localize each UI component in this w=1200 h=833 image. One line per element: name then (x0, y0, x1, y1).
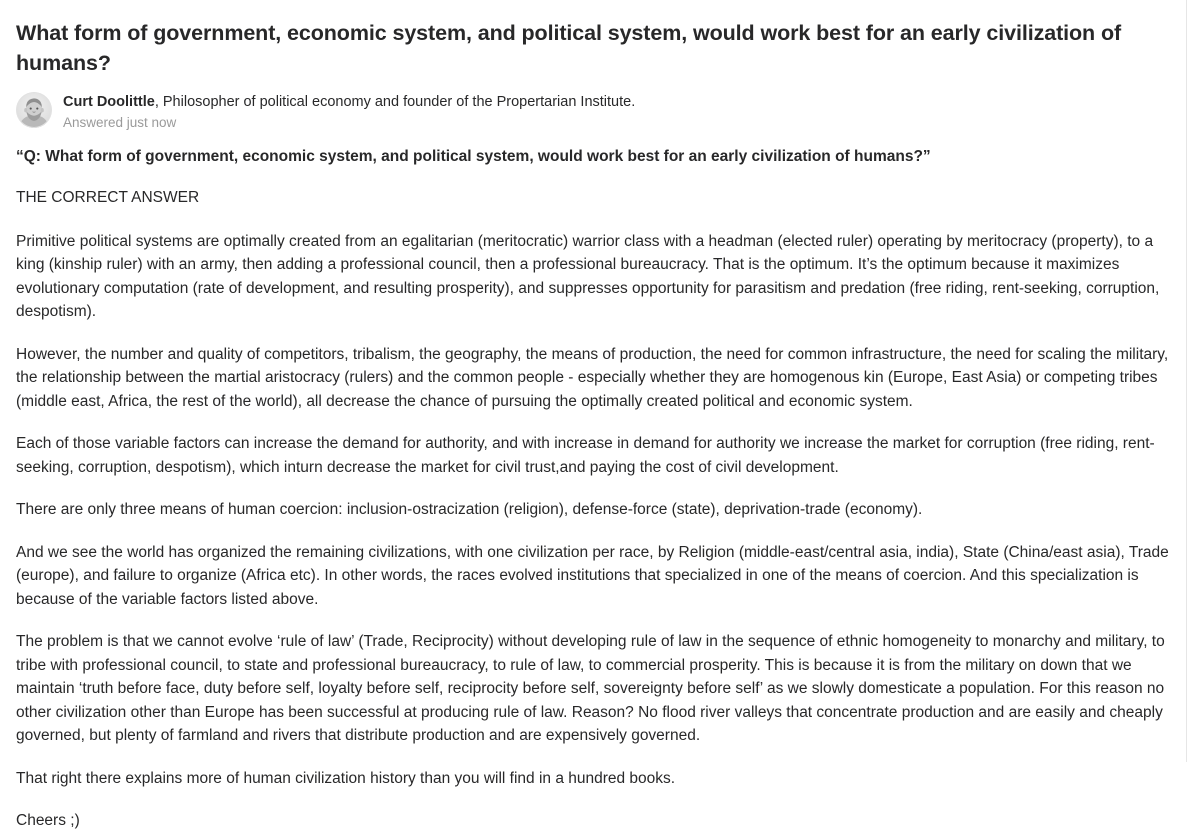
author-credential: , Philosopher of political economy and founder of the Propertarian Institute. (154, 94, 636, 110)
answer-paragraph: However, the number and quality of competitors, tribalism, the geography, the means of production, the need for common infrastructure, the need for scaling the military, the relationship between the martial aristocracy (rulers) and the common people - especially whether they are homogenous kin (Europe, East Asia) or competing tribes (middle east, Africa, the rest of the world), all decrease the chance of pursuing the optimally created political and economic system. (16, 345, 1169, 410)
right-divider (1186, 0, 1187, 762)
answer-paragraph: Primitive political systems are optimally created from an egalitarian (meritocratic) warrior class with a headman (elected ruler) operating by meritocracy (property), to a king (kinship ruler) with an army, then adding a professional council, then a professional bureaucracy. That is the optimum. It’s the optimum because it maximizes evolutionary computation (rate of development, and resulting prosperity), and suppresses opportunity for parasitism and predation (free riding, rent-seeking, corruption, despotism). (16, 232, 1160, 320)
author-name[interactable]: Curt Doolittle (63, 94, 155, 110)
answer-paragraph: There are only three means of human coercion: inclusion-ostracization (religion), defense-force (state), deprivation-trade (economy). (16, 501, 923, 518)
answer-kicker: THE CORRECT ANSWER (16, 189, 200, 206)
avatar[interactable] (16, 92, 52, 128)
user-portrait-avatar-icon (16, 92, 52, 128)
answered-timestamp: Answered just now (63, 115, 177, 130)
author-line (63, 93, 635, 112)
quoted-question: “Q: What form of government, economic system, and political system, would work best for an early civilization of humans?” (16, 148, 931, 165)
answer-paragraph: Each of those variable factors can increase the demand for authority, and with increase in demand for authority we increase the market for corruption (free riding, rent-seeking, corruption, despotism), which inturn decrease the market for civil trust,and paying the cost of civil development. (16, 435, 1155, 476)
answer-paragraph: The problem is that we cannot evolve ‘rule of law’ (Trade, Reciprocity) without developing rule of law in the sequence of ethnic homogeneity to monarchy and military, to tribe with professional council, to state and professional bureaucracy, to rule of law, to commercial prosperity. This is because it is from the military on down that we maintain ‘truth before face, duty before self, loyalty before self, reciprocity before self, sovereignty before self’ as we slowly domesticate a population. For this reason no other civilization other than Europe has been successful at producing rule of law. Reason? No flood river valleys that concentrate production and are easily and cheaply governed, but plenty of farmland and rivers that distribute production and are expensively governed. (16, 633, 1165, 744)
page-title[interactable]: What form of government, economic system, and political system, would work best for an early civilization of humans? (16, 21, 1122, 75)
byline-text (63, 92, 635, 132)
answer-paragraph: Cheers ;) (16, 812, 80, 829)
answer-paragraph: And we see the world has organized the remaining civilizations, with one civilization per race, by Religion (middle-east/central asia, india), State (China/east asia), Trade (europe), and failure to organize (Africa etc). In other words, the races evolved institutions that specialized in one of the means of coercion. And this specialization is because of the variable factors listed above. (16, 543, 1169, 608)
author-byline (16, 92, 1170, 132)
answer-paragraph: That right there explains more of human civilization history than you will find in a hundred books. (16, 769, 676, 787)
